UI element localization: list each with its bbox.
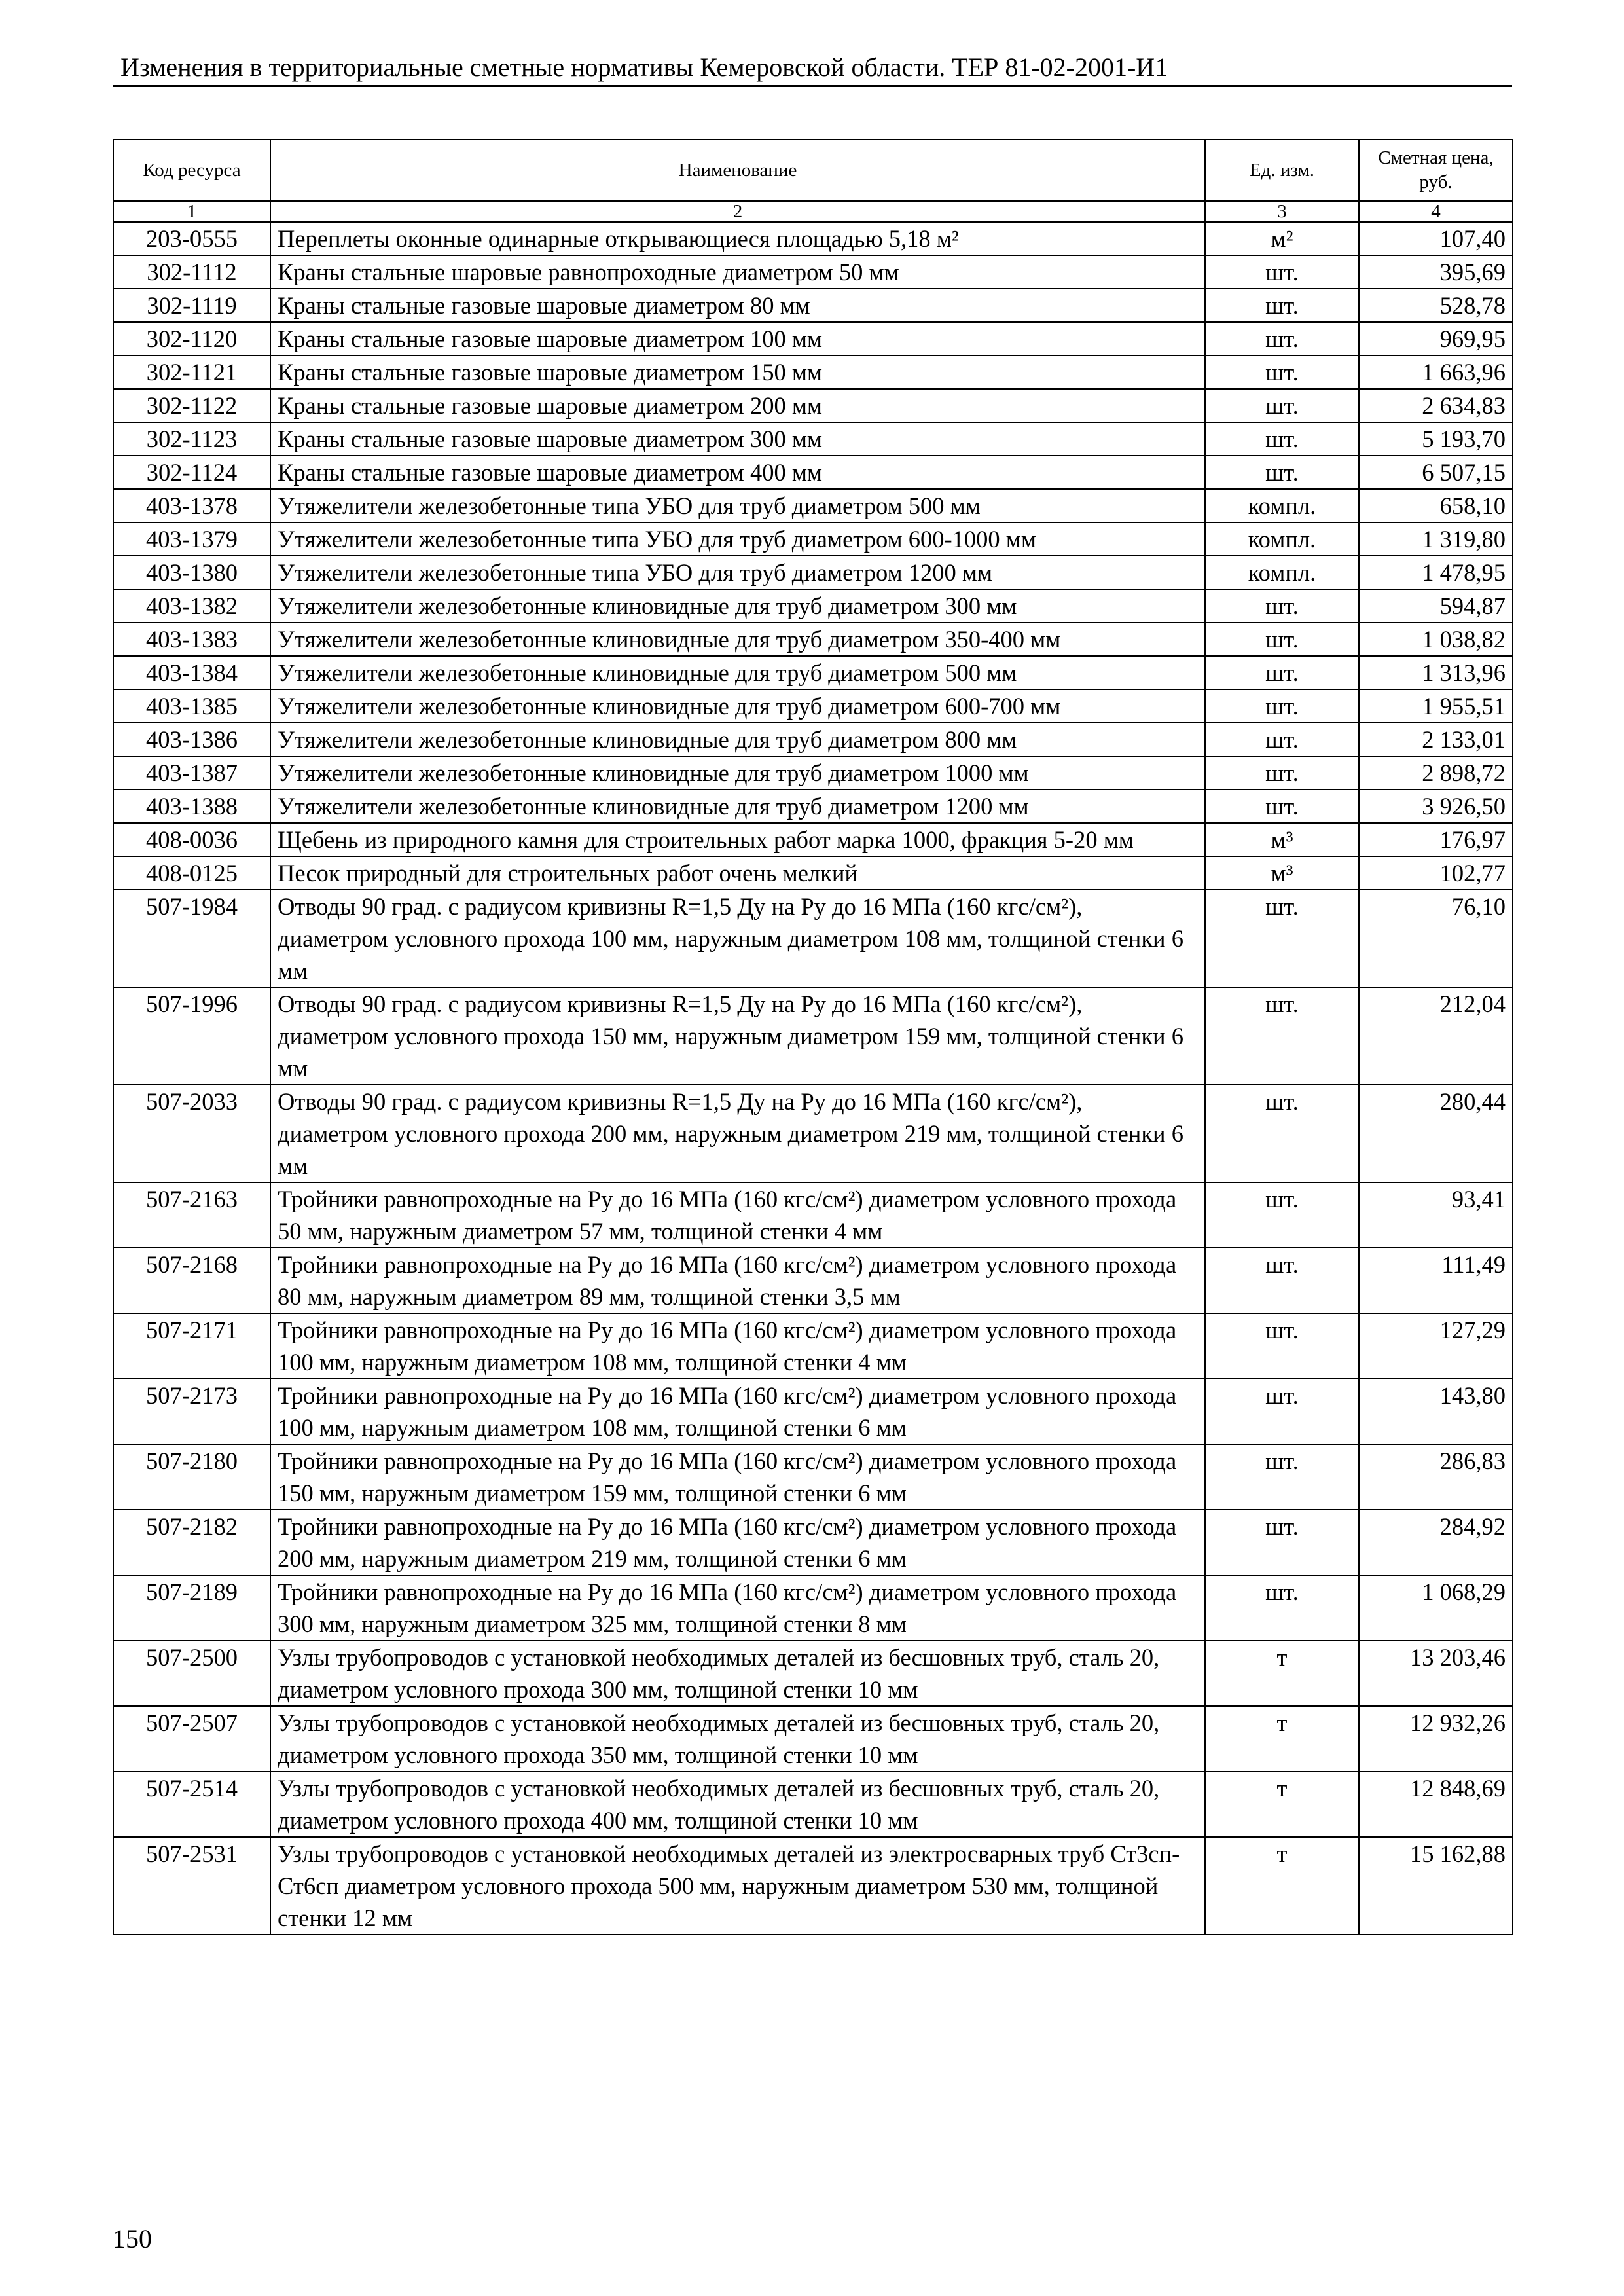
resource-name: Краны стальные шаровые равнопроходные диаметром 50 мм: [270, 255, 1205, 289]
table-row: [113, 1248, 1513, 1313]
estimated-price: 143,80: [1359, 1379, 1513, 1444]
resource-code: 302-1121: [113, 355, 270, 389]
unit-of-measure: шт.: [1205, 1313, 1359, 1379]
resource-code: 403-1383: [113, 623, 270, 656]
unit-of-measure: шт.: [1205, 1444, 1359, 1510]
estimated-price: 13 203,46: [1359, 1641, 1513, 1706]
resource-name: Тройники равнопроходные на Ру до 16 МПа (160 кгс/см²) диаметром условного прохода 50 мм, наружным диаметром 57 мм, толщиной стенки 4 мм: [270, 1182, 1205, 1248]
estimated-price: 1 663,96: [1359, 355, 1513, 389]
estimated-price: 2 634,83: [1359, 389, 1513, 422]
resource-code: 403-1386: [113, 723, 270, 756]
estimated-price: 658,10: [1359, 489, 1513, 522]
unit-of-measure: шт.: [1205, 1248, 1359, 1313]
table-row: [113, 1379, 1513, 1444]
unit-of-measure: шт.: [1205, 756, 1359, 790]
table-row: [113, 1641, 1513, 1706]
resource-code: 507-2171: [113, 1313, 270, 1379]
estimated-price: 3 926,50: [1359, 790, 1513, 823]
table-row: [113, 656, 1513, 689]
unit-of-measure: шт.: [1205, 1379, 1359, 1444]
table-row: [113, 522, 1513, 556]
estimated-price: 286,83: [1359, 1444, 1513, 1510]
table-row: [113, 222, 1513, 255]
unit-of-measure: шт.: [1205, 422, 1359, 456]
resource-name: Узлы трубопроводов с установкой необходимых деталей из электросварных труб Ст3сп-Ст6сп диаметром условного прохода 500 мм, наружным диаметром 530 мм, толщиной стенки 12 мм: [270, 1837, 1205, 1935]
estimated-price: 1 068,29: [1359, 1575, 1513, 1641]
resource-name: Краны стальные газовые шаровые диаметром 300 мм: [270, 422, 1205, 456]
column-number: 3: [1205, 201, 1359, 222]
resource-code: 507-2189: [113, 1575, 270, 1641]
column-header-unit: Ед. изм.: [1205, 139, 1359, 201]
table-row: [113, 623, 1513, 656]
resource-code: 302-1122: [113, 389, 270, 422]
unit-of-measure: т: [1205, 1641, 1359, 1706]
column-number: 4: [1359, 201, 1513, 222]
resource-name: Краны стальные газовые шаровые диаметром 200 мм: [270, 389, 1205, 422]
resource-code: 203-0555: [113, 222, 270, 255]
resource-price-table: [113, 139, 1513, 1935]
table-row: [113, 856, 1513, 890]
table-row: [113, 689, 1513, 723]
resource-name: Краны стальные газовые шаровые диаметром 400 мм: [270, 456, 1205, 489]
unit-of-measure: шт.: [1205, 389, 1359, 422]
resource-code: 302-1124: [113, 456, 270, 489]
table-row: [113, 1772, 1513, 1837]
resource-name: Утяжелители железобетонные клиновидные для труб диаметром 300 мм: [270, 589, 1205, 623]
resource-name: Утяжелители железобетонные клиновидные для труб диаметром 600-700 мм: [270, 689, 1205, 723]
table-row: [113, 322, 1513, 355]
resource-name: Утяжелители железобетонные клиновидные для труб диаметром 350-400 мм: [270, 623, 1205, 656]
resource-name: Щебень из природного камня для строительных работ марка 1000, фракция 5-20 мм: [270, 823, 1205, 856]
resource-name: Тройники равнопроходные на Ру до 16 МПа (160 кгс/см²) диаметром условного прохода 100 мм, наружным диаметром 108 мм, толщиной стенки 6 мм: [270, 1379, 1205, 1444]
estimated-price: 280,44: [1359, 1085, 1513, 1182]
unit-of-measure: м²: [1205, 222, 1359, 255]
table-row: [113, 489, 1513, 522]
resource-name: Тройники равнопроходные на Ру до 16 МПа (160 кгс/см²) диаметром условного прохода 150 мм, наружным диаметром 159 мм, толщиной стенки 6 мм: [270, 1444, 1205, 1510]
resource-code: 507-2531: [113, 1837, 270, 1935]
resource-code: 403-1379: [113, 522, 270, 556]
table-row: [113, 422, 1513, 456]
table-row: [113, 1182, 1513, 1248]
column-header-price: Сметная цена, руб.: [1359, 139, 1513, 201]
unit-of-measure: м³: [1205, 823, 1359, 856]
table-row: [113, 1575, 1513, 1641]
resource-name: Утяжелители железобетонные типа УБО для труб диаметром 1200 мм: [270, 556, 1205, 589]
table-row: [113, 589, 1513, 623]
table-row: [113, 890, 1513, 987]
estimated-price: 212,04: [1359, 987, 1513, 1085]
unit-of-measure: шт.: [1205, 890, 1359, 987]
estimated-price: 1 955,51: [1359, 689, 1513, 723]
resource-code: 507-2500: [113, 1641, 270, 1706]
resource-code: 507-2168: [113, 1248, 270, 1313]
resource-name: Узлы трубопроводов с установкой необходимых деталей из бесшовных труб, сталь 20, диаметром условного прохода 350 мм, толщиной стенки 10 мм: [270, 1706, 1205, 1772]
resource-code: 507-2507: [113, 1706, 270, 1772]
table-row: [113, 790, 1513, 823]
unit-of-measure: компл.: [1205, 556, 1359, 589]
estimated-price: 15 162,88: [1359, 1837, 1513, 1935]
resource-code: 302-1120: [113, 322, 270, 355]
estimated-price: 6 507,15: [1359, 456, 1513, 489]
resource-name: Отводы 90 град. с радиусом кривизны R=1,5 Ду на Ру до 16 МПа (160 кгс/см²), диаметром условного прохода 150 мм, наружным диаметром 159 мм, толщиной стенки 6 мм: [270, 987, 1205, 1085]
column-number: 2: [270, 201, 1205, 222]
resource-name: Узлы трубопроводов с установкой необходимых деталей из бесшовных труб, сталь 20, диаметром условного прохода 300 мм, толщиной стенки 10 мм: [270, 1641, 1205, 1706]
resource-code: 507-2163: [113, 1182, 270, 1248]
resource-name: Утяжелители железобетонные клиновидные для труб диаметром 500 мм: [270, 656, 1205, 689]
estimated-price: 1 313,96: [1359, 656, 1513, 689]
resource-name: Утяжелители железобетонные клиновидные для труб диаметром 1000 мм: [270, 756, 1205, 790]
resource-name: Отводы 90 град. с радиусом кривизны R=1,5 Ду на Ру до 16 МПа (160 кгс/см²), диаметром условного прохода 200 мм, наружным диаметром 219 мм, толщиной стенки 6 мм: [270, 1085, 1205, 1182]
resource-code: 507-2180: [113, 1444, 270, 1510]
table-row: [113, 823, 1513, 856]
table-row: [113, 1085, 1513, 1182]
resource-code: 507-1984: [113, 890, 270, 987]
estimated-price: 107,40: [1359, 222, 1513, 255]
table-row: [113, 1444, 1513, 1510]
estimated-price: 594,87: [1359, 589, 1513, 623]
resource-code: 403-1382: [113, 589, 270, 623]
resource-name: Тройники равнопроходные на Ру до 16 МПа (160 кгс/см²) диаметром условного прохода 80 мм, наружным диаметром 89 мм, толщиной стенки 3,5 мм: [270, 1248, 1205, 1313]
resource-name: Узлы трубопроводов с установкой необходимых деталей из бесшовных труб, сталь 20, диаметром условного прохода 400 мм, толщиной стенки 10 мм: [270, 1772, 1205, 1837]
resource-code: 302-1112: [113, 255, 270, 289]
table-header-row: [113, 139, 1513, 201]
resource-name: Утяжелители железобетонные типа УБО для труб диаметром 600-1000 мм: [270, 522, 1205, 556]
unit-of-measure: шт.: [1205, 255, 1359, 289]
resource-code: 302-1119: [113, 289, 270, 322]
table-row: [113, 355, 1513, 389]
unit-of-measure: шт.: [1205, 656, 1359, 689]
resource-code: 403-1380: [113, 556, 270, 589]
resource-name: Тройники равнопроходные на Ру до 16 МПа (160 кгс/см²) диаметром условного прохода 200 мм, наружным диаметром 219 мм, толщиной стенки 6 мм: [270, 1510, 1205, 1575]
resource-code: 403-1387: [113, 756, 270, 790]
resource-name: Краны стальные газовые шаровые диаметром 100 мм: [270, 322, 1205, 355]
resource-name: Тройники равнопроходные на Ру до 16 МПа (160 кгс/см²) диаметром условного прохода 100 мм, наружным диаметром 108 мм, толщиной стенки 4 мм: [270, 1313, 1205, 1379]
resource-name: Переплеты оконные одинарные открывающиеся площадью 5,18 м²: [270, 222, 1205, 255]
estimated-price: 12 848,69: [1359, 1772, 1513, 1837]
estimated-price: 111,49: [1359, 1248, 1513, 1313]
header-rule: [113, 85, 1512, 87]
unit-of-measure: шт.: [1205, 689, 1359, 723]
resource-name: Тройники равнопроходные на Ру до 16 МПа (160 кгс/см²) диаметром условного прохода 300 мм, наружным диаметром 325 мм, толщиной стенки 8 мм: [270, 1575, 1205, 1641]
resource-code: 403-1388: [113, 790, 270, 823]
page-number: 150: [113, 2224, 152, 2253]
table-row: [113, 723, 1513, 756]
estimated-price: 2 133,01: [1359, 723, 1513, 756]
estimated-price: 76,10: [1359, 890, 1513, 987]
estimated-price: 127,29: [1359, 1313, 1513, 1379]
unit-of-measure: шт.: [1205, 1510, 1359, 1575]
resource-name: Краны стальные газовые шаровые диаметром 150 мм: [270, 355, 1205, 389]
resource-name: Утяжелители железобетонные типа УБО для труб диаметром 500 мм: [270, 489, 1205, 522]
table-row: [113, 1313, 1513, 1379]
estimated-price: 5 193,70: [1359, 422, 1513, 456]
unit-of-measure: т: [1205, 1772, 1359, 1837]
estimated-price: 12 932,26: [1359, 1706, 1513, 1772]
estimated-price: 2 898,72: [1359, 756, 1513, 790]
resource-code: 507-1996: [113, 987, 270, 1085]
estimated-price: 395,69: [1359, 255, 1513, 289]
resource-name: Краны стальные газовые шаровые диаметром 80 мм: [270, 289, 1205, 322]
table-row: [113, 289, 1513, 322]
table-body: [113, 222, 1513, 1935]
estimated-price: 93,41: [1359, 1182, 1513, 1248]
unit-of-measure: шт.: [1205, 456, 1359, 489]
table-row: [113, 389, 1513, 422]
unit-of-measure: компл.: [1205, 522, 1359, 556]
resource-code: 507-2514: [113, 1772, 270, 1837]
table-row: [113, 987, 1513, 1085]
estimated-price: 528,78: [1359, 289, 1513, 322]
table-row: [113, 1837, 1513, 1935]
estimated-price: 284,92: [1359, 1510, 1513, 1575]
column-number-row: [113, 201, 1513, 222]
unit-of-measure: шт.: [1205, 589, 1359, 623]
unit-of-measure: шт.: [1205, 355, 1359, 389]
table-row: [113, 756, 1513, 790]
unit-of-measure: шт.: [1205, 289, 1359, 322]
resource-name: Отводы 90 град. с радиусом кривизны R=1,5 Ду на Ру до 16 МПа (160 кгс/см²), диаметром условного прохода 100 мм, наружным диаметром 108 мм, толщиной стенки 6 мм: [270, 890, 1205, 987]
unit-of-measure: компл.: [1205, 489, 1359, 522]
resource-code: 507-2033: [113, 1085, 270, 1182]
resource-code: 408-0125: [113, 856, 270, 890]
resource-name: Утяжелители железобетонные клиновидные для труб диаметром 1200 мм: [270, 790, 1205, 823]
unit-of-measure: шт.: [1205, 322, 1359, 355]
column-number: 1: [113, 201, 270, 222]
table-row: [113, 456, 1513, 489]
resource-code: 507-2182: [113, 1510, 270, 1575]
estimated-price: 1 478,95: [1359, 556, 1513, 589]
table-row: [113, 1706, 1513, 1772]
unit-of-measure: шт.: [1205, 723, 1359, 756]
estimated-price: 969,95: [1359, 322, 1513, 355]
estimated-price: 176,97: [1359, 823, 1513, 856]
resource-code: 302-1123: [113, 422, 270, 456]
unit-of-measure: шт.: [1205, 987, 1359, 1085]
table-row: [113, 255, 1513, 289]
unit-of-measure: шт.: [1205, 1085, 1359, 1182]
resource-code: 408-0036: [113, 823, 270, 856]
resource-code: 403-1384: [113, 656, 270, 689]
resource-code: 403-1385: [113, 689, 270, 723]
estimated-price: 1 319,80: [1359, 522, 1513, 556]
table-row: [113, 556, 1513, 589]
unit-of-measure: шт.: [1205, 790, 1359, 823]
column-header-name: Наименование: [270, 139, 1205, 201]
resource-code: 507-2173: [113, 1379, 270, 1444]
page-header-title: Изменения в территориальные сметные нормативы Кемеровской области. ТЕР 81-02-2001-И1: [120, 52, 1168, 82]
column-header-code: Код ресурса: [113, 139, 270, 201]
resource-code: 403-1378: [113, 489, 270, 522]
table-row: [113, 1510, 1513, 1575]
unit-of-measure: м³: [1205, 856, 1359, 890]
estimated-price: 102,77: [1359, 856, 1513, 890]
unit-of-measure: шт.: [1205, 1182, 1359, 1248]
unit-of-measure: т: [1205, 1706, 1359, 1772]
estimated-price: 1 038,82: [1359, 623, 1513, 656]
unit-of-measure: шт.: [1205, 1575, 1359, 1641]
unit-of-measure: т: [1205, 1837, 1359, 1935]
resource-name: Песок природный для строительных работ очень мелкий: [270, 856, 1205, 890]
resource-name: Утяжелители железобетонные клиновидные для труб диаметром 800 мм: [270, 723, 1205, 756]
unit-of-measure: шт.: [1205, 623, 1359, 656]
